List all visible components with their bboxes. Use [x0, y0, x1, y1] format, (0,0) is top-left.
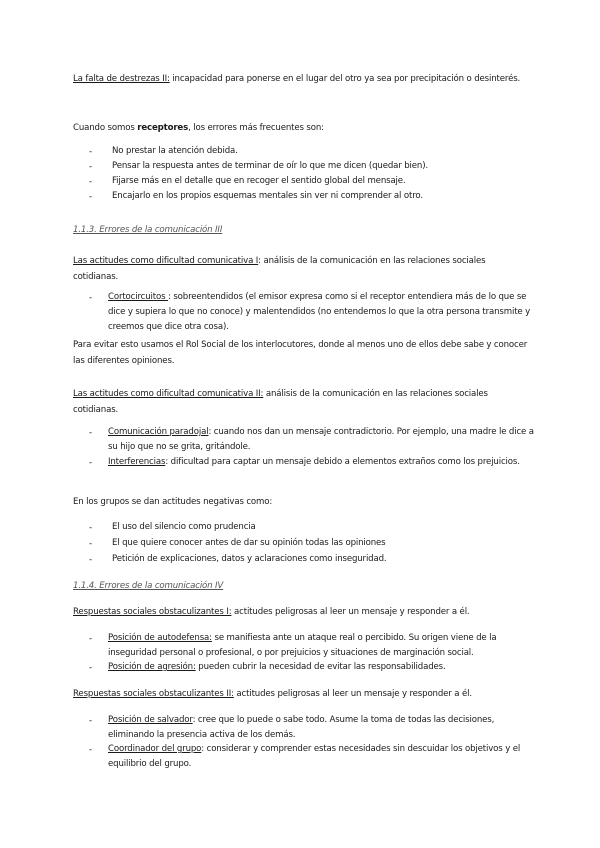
text-salvador: : cree que lo puede o sabe todo. Asume la toma de todas las decisiones, eliminando la presencia activa de los demás. — [108, 715, 495, 740]
section-heading-114: 1.1.4. Errores de la comunicación IV — [73, 581, 224, 591]
text-receptores-bold: receptores — [137, 123, 189, 133]
list-item — [108, 455, 538, 470]
text-receptores-post: , los errores más frecuentes son: — [188, 123, 324, 133]
list-item — [108, 290, 538, 335]
bullet-dash: - — [89, 523, 93, 533]
bullet-dash: - — [89, 458, 93, 468]
text-autodefensa: se manifiesta ante un ataque real o percibido. Su origen viene de la inseguridad personal o profesional, o por prejuicios y situaciones de marginación social. — [108, 633, 497, 658]
bullet-dash: - — [89, 162, 93, 172]
paragraph-obstaculizantes-1 — [73, 604, 533, 620]
text-obstaculizantes-1: actitudes peligrosas al leer un mensaje y responder a él. — [231, 607, 470, 617]
text-obstaculizantes-2: actitudes peligrosas al leer un mensaje y responder a él. — [233, 689, 472, 699]
term-coordinador: Coordinador del grupo — [108, 744, 202, 754]
text-coordinador: : considerar y comprender estas necesidades sin descuidar los objetivos y el equilibrio del grupo. — [108, 744, 521, 769]
text-destrezas: incapacidad para ponerse en el lugar del otro ya sea por precipitación o desinterés. — [169, 74, 521, 84]
heading-destrezas: La falta de destrezas II: — [73, 74, 170, 84]
term-comunicacion-paradojal: Comunicación paradojal — [108, 427, 209, 437]
paragraph-destrezas — [73, 71, 533, 87]
list-item — [108, 425, 538, 455]
paragraph-actitudes-1 — [73, 253, 533, 285]
text-agresion: pueden cubrir la necesidad de evitar las responsabilidades. — [195, 662, 446, 672]
heading-obstaculizantes-2: Respuestas sociales obstaculizantes II: — [73, 689, 234, 699]
bullet-dash: - — [89, 177, 93, 187]
bullet-dash: - — [89, 539, 93, 549]
section-heading-113: 1.1.3. Errores de la comunicación III — [73, 225, 223, 235]
list-item — [108, 742, 538, 772]
text-cortocircuitos: : sobreentendidos (el emisor expresa como si el receptor entendiera más de lo que se dice y supiera lo que no conoce) y malentendidos (no entendemos lo que la otra persona transmite y creemos que dice otra cosa). — [108, 292, 531, 332]
heading-actitudes-1: Las actitudes como dificultad comunicativa I — [73, 256, 259, 266]
list-item: El que quiere conocer antes de dar su opinión todas las opiniones — [112, 538, 386, 548]
term-cortocircuitos: Cortocircuitos — [108, 292, 169, 302]
heading-obstaculizantes-1: Respuestas sociales obstaculizantes I: — [73, 607, 232, 617]
paragraph-grupos: En los grupos se dan actitudes negativas como: — [73, 497, 273, 507]
list-item: Petición de explicaciones, datos y aclaraciones como inseguridad. — [112, 554, 387, 564]
term-interferencias: Interferencias — [108, 457, 166, 467]
text-interferencias: : dificultad para captar un mensaje debido a elementos extraños como los prejuicios. — [165, 457, 520, 467]
paragraph-obstaculizantes-2 — [73, 686, 533, 702]
list-item: Encajarlo en los propios esquemas mentales sin ver ni comprender al otro. — [112, 191, 423, 201]
text-comunicacion-paradojal: : cuando nos dan un mensaje contradictorio. Por ejemplo, una madre le dice a su hijo que no se grita, gritándole. — [108, 427, 534, 452]
list-item: El uso del silencio como prudencia — [112, 522, 256, 532]
bullet-dash: - — [89, 192, 93, 202]
list-item — [108, 713, 538, 743]
paragraph-receptores — [73, 120, 533, 136]
bullet-dash: - — [89, 716, 93, 726]
list-item — [108, 660, 538, 675]
term-salvador: Posición de salvador — [108, 715, 193, 725]
text-receptores-pre: Cuando somos — [73, 123, 138, 133]
bullet-dash: - — [89, 147, 93, 157]
bullet-dash: - — [89, 663, 93, 673]
bullet-dash: - — [89, 634, 93, 644]
term-autodefensa: Posición de autodefensa: — [108, 633, 212, 643]
bullet-dash: - — [89, 428, 93, 438]
paragraph-actitudes-2 — [73, 386, 533, 418]
list-item: No prestar la atención debida. — [112, 146, 238, 156]
bullet-dash: - — [89, 555, 93, 565]
list-item: Pensar la respuesta antes de terminar de oír lo que me dicen (quedar bien). — [112, 161, 429, 171]
bullet-dash: - — [89, 293, 93, 303]
list-item: Fijarse más en el detalle que en recoger el sentido global del mensaje. — [112, 176, 406, 186]
heading-actitudes-2: Las actitudes como dificultad comunicativa II: — [73, 389, 264, 399]
paragraph-rol-social: Para evitar esto usamos el Rol Social de los interlocutores, donde al menos uno de ellos debe sabe y conocer las diferentes opiniones. — [73, 340, 528, 366]
bullet-dash: - — [89, 745, 93, 755]
list-item — [108, 631, 538, 661]
text-actitudes-2: análisis de la comunicación en las relaciones sociales cotidianas. — [73, 389, 488, 415]
text-actitudes-1: : análisis de la comunicación en las relaciones sociales cotidianas. — [73, 256, 486, 282]
term-agresion: Posición de agresión: — [108, 662, 196, 672]
